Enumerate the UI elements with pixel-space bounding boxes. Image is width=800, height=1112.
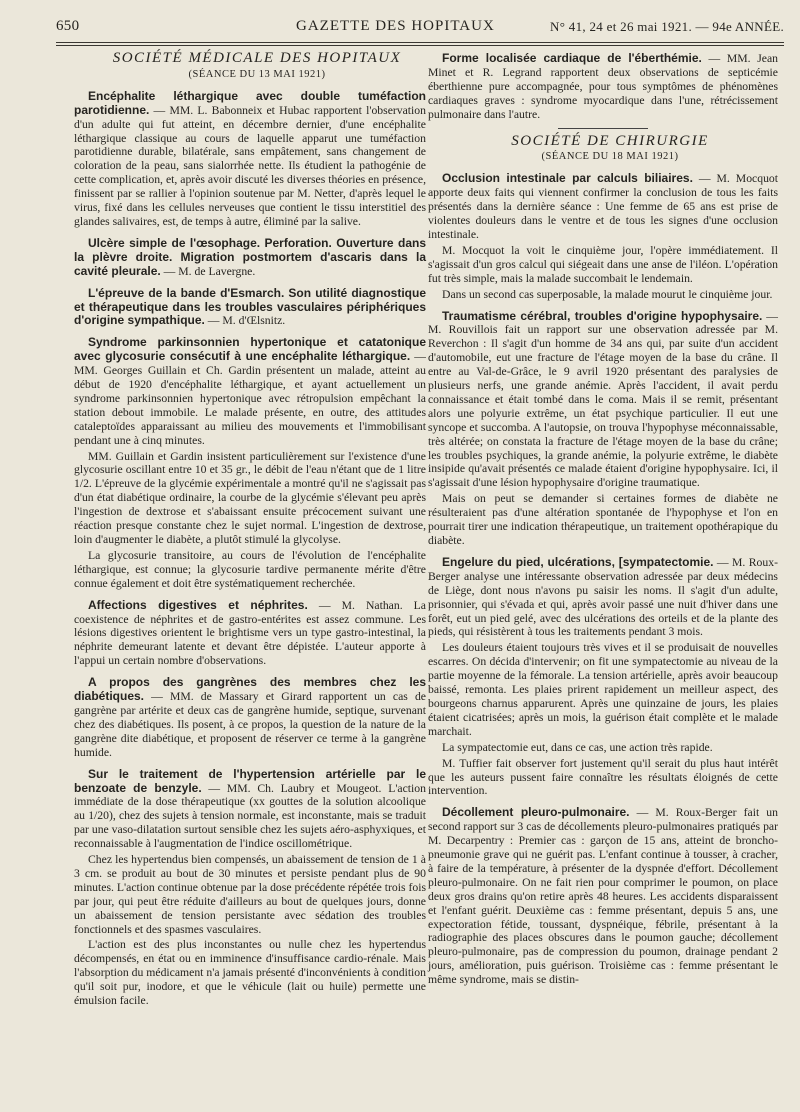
article-paragraph: Dans un second cas superposable, la malade mourut le cinquième jour.	[442, 287, 773, 301]
article-text: — M. Roux-Berger fait un second rapport sur 3 cas de décollements pleuro-pulmonaires pratiqués par M. Decarpentry : Premier cas : garçon de 15 ans, atteint de broncho-pneumonie grave qui ne guérit pas. L'enfant continue à tousser, à cracher, à faire de la température, à présenter de la dyspnée d'effort. Décollement pleuro-pulmonaire. On ne fait rien pour comprimer le poumon, on place deux gros drains qu'on retire après 48 heures. Les accidents disparaissent et l'enfant guérit. Deuxième cas : femme présentant, depuis 5 ans, une expectoration fétide, toussant, dyspnéique, fébrile, présentant à la radiographie des places obscures dans le poumon gauche; décollement pleuro-pulmonaire, pas de compression du poumon, drainage pendant 2 jours, amélioration, puis guérison. Troisième cas : femme présentant le même syndrome, mais se distin-	[428, 806, 778, 987]
left-column	[74, 52, 426, 1010]
article-title: Engelure du pied, ulcérations, [sympatectomie.	[442, 554, 714, 569]
page-number: 650	[56, 18, 80, 34]
article-gangrenes	[74, 676, 426, 759]
article-affections-digestives	[74, 599, 426, 669]
article-engelure	[428, 556, 778, 639]
article-occlusion	[428, 172, 778, 242]
article-title: L'épreuve de la bande d'Esmarch. Son utilité diagnostique et thérapeutique dans les troubles vasculaires périphériques d'origine sympathique.	[74, 285, 426, 328]
article-text: — M. Rouvillois fait un rapport sur une observation adressée par M. Reverchon : Il s'agit d'un homme de 34 ans qui, par suite d'un accident d'automobile, eut une fracture de l'étage moyen de la base du crâne. Il entre au Val-de-Grâce, le 9 avril 1920 présentant des paralysies de plusieurs nerfs, une grande anémie. Après l'accident, il avait perdu connaissance et était tombé dans le coma. Mais il se remit, présentant alors une polyurie extrême, un état psychique particulier. Il eut une syncope et succomba. A l'autopsie, on trouva l'hypophyse méconnaissable, très altérée; on constata la fracture de l'étage moyen de la base du crâne; les troubles psychiques, la grande anémie, la polyurie extrême, le diabète insipide qu'avait présentés ce malade étaient d'origine hypophysaire. Ici, il s'agissait d'une lésion hypophysaire d'origine traumatique.	[428, 309, 778, 490]
article-text: — MM. L. Babonneix et Hubac rapportent l'observation d'un adulte qui fut atteint, en décembre dernier, d'une encéphalite léthargique classique au cours de laquelle apparut une tuméfaction parotidienne durable, bilatérale, sans empâtement, sans changement de coloration de la peau, sans sialorrhée nette. Ils étudient la pathogénie de cette complication, et, après avoir discuté les diverses théories en présence, finissent par se rallier à l'opinion soutenue par M. Netter, d'après lequel le virus, fixé dans les cellules nerveuses que contient le tissu interstitiel des glandes salivaires, est, de temps à autre, éliminé par la salive.	[74, 103, 426, 228]
section-divider	[558, 128, 648, 129]
article-text: — M. Nathan. La coexistence de néphrites et de gastro-entérites est assez commune. Les lésions digestives orientent le brightisme vers un type gastro-intestinal, la néphrite demeurant latente et devant être dépistée. L'auteur apporte à l'appui un certain nombre d'observations.	[74, 598, 426, 668]
article-paragraph: La sympatectomie eut, dans ce cas, une action très rapide.	[442, 740, 713, 754]
article-title: A propos des gangrènes des membres chez les diabétiques.	[74, 675, 426, 704]
article-decollement	[428, 806, 778, 987]
article-text: — MM. Ch. Laubry et Mougeot. L'action immédiate de la dose thérapeutique (xx gouttes de la solution alcoolique au 1/20), chez des sujets à tension normale, est inconstante, mais se traduit par une vaso-dilatation surtout sensible chez les sujets aéro-asphyxiques, et reconnaissable à l'augmentation de l'indice oscillométrique.	[74, 781, 426, 851]
journal-title: GAZETTE DES HOPITAUX	[296, 18, 495, 34]
article-hypertension	[74, 768, 426, 851]
article-paragraph: MM. Guillain et Gardin insistent particulièrement sur l'existence d'une glycosurie oscillant entre 10 et 35 gr., le débit de l'eau n'étant que de 1 litre 1/2. L'épreuve de la glycémie expérimentale a montré qu'il ne s'agissait pas d'un état diabétique ordinaire, la courbe de la glycémie s'élevant peu après l'ingestion de dextrose et s'abaissant ensuite précocement suivant une réaction presque constante chez le sujet normal. L'ingestion de dextrose, loin d'augmenter le diabète, a plutôt stimulé la glycolyse.	[74, 449, 426, 546]
article-esmarch	[74, 287, 426, 329]
article-text: — MM. Jean Minet et R. Legrand rapportent deux observations de septicémie éberthienne pure accompagnée, pour tous symptômes de phénomènes cardiaques graves : syndrome myocardique dans l'une, rétrécissement pulmonaire dans l'autre.	[428, 52, 778, 121]
article-encephalite-parotidienne	[74, 90, 426, 229]
article-paragraph: L'action est des plus inconstantes ou nulle chez les hypertendus décompensés, en état ou en imminence d'insuffisance cardio-rénale. Mais l'absorption du médicament n'a jamais présenté d'inconvénients à condition qu'il soit pur, inodore, et que le véhicule (lait ou huile) permette une émulsion facile.	[74, 938, 426, 1008]
header-rule-2	[56, 45, 784, 46]
article-paragraph: La glycosurie transitoire, au cours de l'évolution de l'encéphalite léthargique, est connue; la glycosurie tardive permanente mérite d'être connue également et doit être systématiquement recherchée.	[74, 548, 426, 590]
section-session-date: (SÉANCE DU 13 MAI 1921)	[188, 68, 326, 80]
section-session-date: (SÉANCE DU 18 MAI 1921)	[541, 151, 679, 163]
article-title: Syndrome parkinsonnien hypertonique et catatonique avec glycosurie consécutif à une encéphalite léthargique.	[74, 335, 426, 364]
page-header	[56, 18, 784, 40]
article-text: — M. d'Œlsnitz.	[204, 314, 286, 328]
article-title: Encéphalite léthargique avec double tuméfaction parotidienne.	[74, 88, 426, 117]
header-rule	[56, 42, 784, 43]
article-paragraph: Mais on peut se demander si certaines formes de diabète ne résulteraient pas d'une altération spontanée de l'hypophyse et l'on en pourrait tirer une indication thérapeutique, un traitement opothérapique du diabète.	[428, 492, 778, 547]
article-paragraph: Les douleurs étaient toujours très vives et il se produisait de nouvelles escarres. On décida d'intervenir; on fit une sympatectomie au niveau de la partie moyenne de la fémorale. La tension artérielle, après avoir beaucoup baissé, remonta. Les plaies prirent rapidement un meilleur aspect, des bourgeons charnus apparurent. Après une quinzaine de jours, les plaies étaient cicatrisées; après un mois, la guérison était complète et le malade marchait.	[428, 641, 778, 738]
article-text: — M. Mocquot apporte deux faits qui viennent confirmer la conclusion de tous les faits présentés dans la dernière séance : Une femme de 65 ans est prise de violentes douleurs dans le ventre et de tous les signes d'une occlusion intestinale.	[428, 172, 779, 241]
article-eberthemie	[428, 52, 778, 122]
article-text: — M. Roux-Berger analyse une intéressante observation adressée par deux médecins de Liège, dont nous n'avons pu saisir les noms. Il s'agit d'un adulte, prisonnier, qui s'évada et qui, après avoir passé une nuit d'hiver dans une forêt, eut un pied gelé, avec des ulcérations des orteils et de la plante des pieds, qui résistèrent à tous les traitements pendant 3 mois.	[428, 555, 778, 639]
article-title: Occlusion intestinale par calculs biliaires.	[442, 171, 693, 186]
article-text: — M. de Lavergne.	[160, 264, 256, 278]
article-title: Décollement pleuro-pulmonaire.	[442, 805, 630, 820]
article-paragraph: M. Mocquot la voit le cinquième jour, l'opère immédiatement. Il s'agissait d'un gros calcul qui siégeait dans une anse de l'iléon. L'opération fut très simple, mais la malade succombait le lendemain.	[428, 243, 778, 285]
article-paragraph: M. Tuffier fait observer fort justement qu'il serait du plus haut intérêt que les auteurs pussent faire connaître les résultats éloignés de cette intervention.	[428, 756, 778, 798]
right-column	[428, 52, 778, 989]
article-title: Forme localisée cardiaque de l'éberthémie.	[442, 51, 702, 65]
issue-info: N° 41, 24 et 26 mai 1921. — 94e ANNÉE.	[550, 19, 784, 34]
section-title-chirurgie: SOCIÉTÉ DE CHIRURGIE	[511, 132, 709, 149]
article-traumatisme	[428, 310, 778, 491]
article-text: — MM. Georges Guillain et Ch. Gardin présentent un malade, atteint au début de 1920 d'encéphalite léthargique, et ayant actuellement un syndrome parkinsonnien hypertonique avec rétropulsion empêchant la station debout immobile. Le malade présente, en outre, des attitudes cataleptoïdes apparaissant au milieu des mouvements et l'immobilisant pendant une à cinq minutes.	[74, 350, 426, 447]
section-title-medicale: SOCIÉTÉ MÉDICALE DES HOPITAUX	[112, 50, 402, 66]
article-text: — MM. de Massary et Girard rapportent un cas de gangrène par artérite et deux cas de gangrène humide, septique, survenant chez des diabétiques. Ils posent, à ce propos, la question de la nature de la gangrène dite diabétique, et proposent de réserver ce terme à la gangrène humide.	[74, 690, 426, 759]
article-title: Affections digestives et néphrites.	[88, 597, 308, 612]
article-title: Sur le traitement de l'hypertension artérielle par le benzoate de benzyle.	[74, 766, 426, 795]
article-title: Traumatisme cérébral, troubles d'origine hypophysaire.	[442, 308, 763, 323]
article-parkinsonnien	[74, 336, 426, 447]
article-ulcere-oesophage	[74, 237, 426, 279]
article-title: Ulcère simple de l'œsophage. Perforation. Ouverture dans la plèvre droite. Migration postmortem d'ascaris dans la cavité pleurale.	[74, 235, 426, 278]
article-paragraph: Chez les hypertendus bien compensés, un abaissement de tension de 1 à 3 cm. se produit au bout de 30 minutes et persiste pendant plus de 90 minutes. L'action continue obtenue par la dose précédente répétée trois fois par jour, qui peut être réduite d'ailleurs au bout de quelques jours, donne un abaissement de tension persistante avec sédation des troubles fonctionnels et des spasmes vasculaires.	[74, 853, 426, 936]
